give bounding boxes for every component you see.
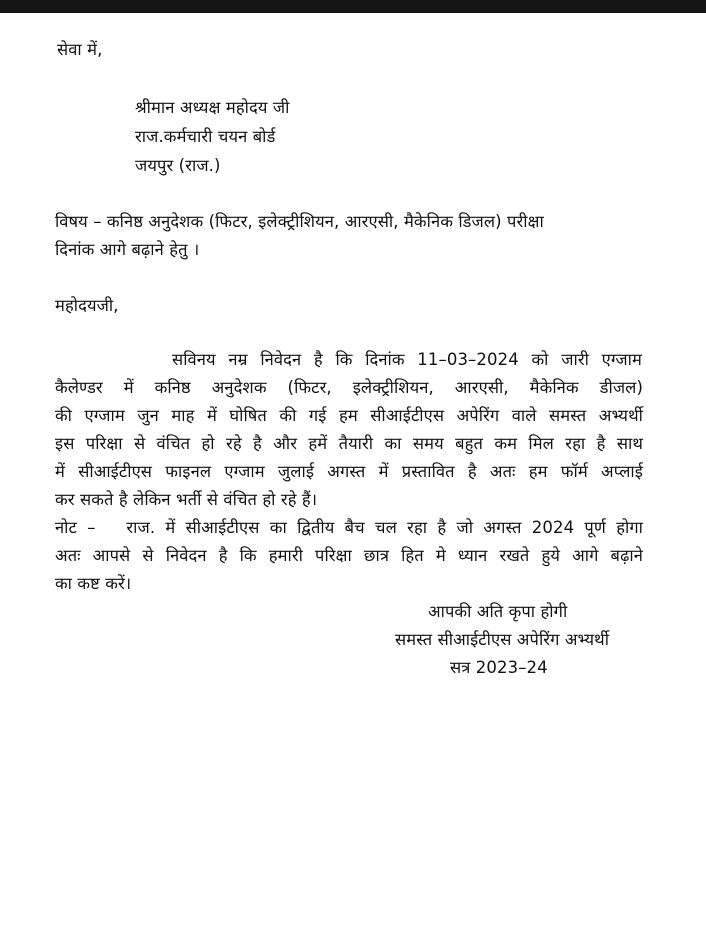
note-line-2: अतः आपसे से निवेदन है कि हमारी परिक्षा छात्र हित मे ध्यान रखते हुये आगे बढ़ाने: [55, 546, 643, 565]
greeting: महोदयजी,: [55, 296, 119, 315]
addressee-line-1: श्रीमान अध्यक्ष महोदय जी: [135, 98, 290, 117]
closing-line-1: आपकी अति कृपा होगी: [428, 602, 568, 621]
body-line-2: कैलेण्डर में कनिष्ठ अनुदेशक (फिटर, इलेक्ट्रीशियन, आरएसी, मैकेनिक डीजल): [55, 378, 643, 397]
note-line-3: का कष्ट करें।: [55, 574, 132, 593]
top-dark-bar: [0, 0, 706, 13]
subject-line-1: विषय – कनिष्ठ अनुदेशक (फिटर, इलेक्ट्रीशियन, आरएसी, मैकेनिक डिजल) परीक्षा: [55, 212, 544, 231]
addressee-line-2: राज.कर्मचारी चयन बोर्ड: [135, 127, 276, 146]
salutation-to: सेवा में,: [57, 40, 103, 59]
note-line-1: नोट – राज. में सीआईटीएस का द्वितीय बैच चल रहा है जो अगस्त 2024 पूर्ण होगा: [55, 518, 643, 537]
body-line-3: की एग्जाम जुन माह में घोषित की गई हम सीआईटीएस अपेरिंग वाले समस्त अभ्यर्थी: [55, 406, 643, 425]
closing-line-2: समस्त सीआईटीएस अपेरिंग अभ्यर्थी: [395, 630, 610, 649]
closing-line-3: सत्र 2023–24: [450, 658, 548, 677]
subject-line-2: दिनांक आगे बढ़ाने हेतु ।: [55, 240, 200, 259]
addressee-line-3: जयपुर (राज.): [135, 156, 221, 175]
body-line-1: सविनय नम्र निवेदन है कि दिनांक 11–03–2024 को जारी एग्जाम: [172, 350, 642, 369]
body-line-4: इस परिक्षा से वंचित हो रहे है और हमें तैयारी का समय बहुत कम मिल रहा है साथ: [55, 434, 643, 453]
body-line-5: में सीआईटीएस फाइनल एग्जाम जुलाई अगस्त में प्रस्तावित है अतः हम फॉर्म अप्लाई: [55, 462, 643, 481]
body-line-6: कर सकते है लेकिन भर्ती से वंचित हो रहे हैं।: [55, 490, 318, 509]
